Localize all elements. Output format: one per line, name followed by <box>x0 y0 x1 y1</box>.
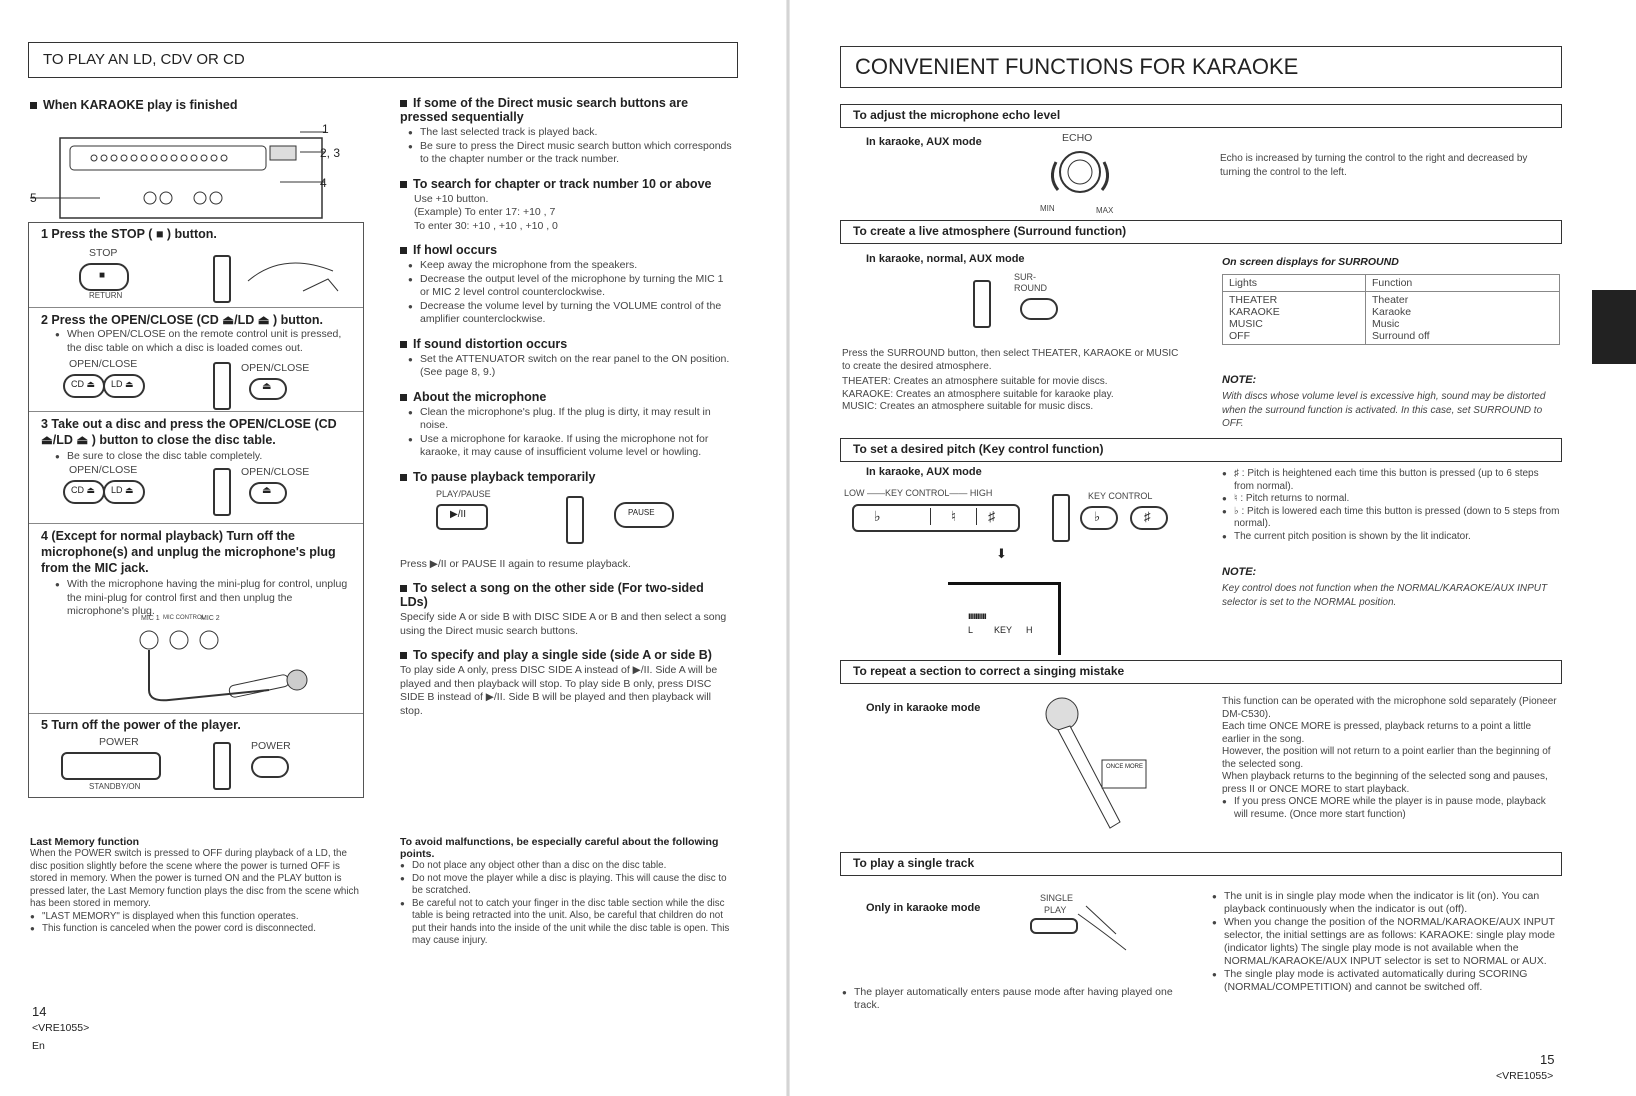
echo-max-label: MAX <box>1096 206 1114 215</box>
surround-button-label: SUR-ROUND <box>1014 272 1047 293</box>
left-page-title: TO PLAY AN LD, CDV OR CD <box>43 51 245 68</box>
pause-remote-button[interactable]: PAUSE <box>614 502 674 528</box>
key-control-scale: LOW ——KEY CONTROL—— HIGH <box>844 488 993 498</box>
callout-1: 1 <box>322 122 329 136</box>
stop-button[interactable]: ■ <box>79 263 129 291</box>
right-doc-code: <VRE1055> <box>1496 1070 1554 1082</box>
callout-4: 4 <box>320 176 327 190</box>
mic-control-label: MIC CONTROL <box>163 615 205 621</box>
remote-control-icon <box>213 362 231 410</box>
play-label: PLAY <box>1044 905 1067 915</box>
cd-eject-button[interactable]: CD ⏏ <box>63 480 105 504</box>
single-side-text: To play side A only, press DISC SIDE A instead of ▶/II. Side A will be played and then playback will stop. To play side B only, press DISC SIDE B instead of ▶/II. Side B will be played and then playback will stop. <box>400 664 718 717</box>
step-3 <box>29 411 363 524</box>
microphone-jack-illustration <box>129 620 329 710</box>
once-more-label: ONCE MORE <box>1106 764 1144 770</box>
direct-search-notes: ● The last selected track is played back. ● Be sure to press the Direct music search button which corresponds to the chapter number or the track number. <box>408 126 732 167</box>
surround-table <box>1222 274 1560 345</box>
surround-note-title: NOTE: <box>1222 374 1257 386</box>
power-remote-button[interactable] <box>251 756 289 778</box>
flat-key-button[interactable]: ♭ <box>874 508 881 524</box>
ld-eject-button[interactable]: LD ⏏ <box>103 480 145 504</box>
remote-control-icon <box>1052 494 1070 542</box>
surround-mode: In karaoke, normal, AUX mode <box>866 253 1025 265</box>
step-4-notes: ● With the microphone having the mini-plug for control, unplug the mini-plug for control first and then unplug the microphone's plug. <box>55 578 355 619</box>
open-close-label: OPEN/CLOSE <box>69 464 138 476</box>
natural-key-button[interactable]: ♮ <box>930 508 977 525</box>
power-remote-label: POWER <box>251 740 291 752</box>
single-left-notes: ● The player automatically enters pause mode after having played one track. <box>842 986 1182 1012</box>
return-label: RETURN <box>89 291 123 300</box>
remote-control-icon <box>213 742 231 790</box>
open-close-remote-label: OPEN/CLOSE <box>241 466 310 478</box>
page-spine <box>786 0 790 1096</box>
howl-heading: If howl occurs <box>400 243 732 257</box>
pitch-section-bar: To set a desired pitch (Key control function) <box>840 438 1562 462</box>
bullet-square-icon <box>30 102 37 109</box>
single-notes: ● The unit is in single play mode when the indicator is lit (on). You can playback continuously when the indicator is out (off). ● When you change the position of the NORMAL/KARAOKE/AUX INPUT selector, the initial settings are as follows: KARAOKE: single play mode (indicator lights) The single play mode is not available when the NORMAL/KARAOKE/AUX INPUT selector is set to NORMAL or AUX. ● The single play mode is activated automatically during SCORING (NORMAL/COMPETITION) and cannot be switched off. <box>1212 890 1560 994</box>
step-2-title: 2 Press the OPEN/CLOSE (CD ⏏/LD ⏏ ) button. <box>41 313 323 327</box>
surround-section-bar: To create a live atmosphere (Surround function) <box>840 220 1562 244</box>
echo-label: ECHO <box>1062 132 1093 144</box>
callout-2-3: 2, 3 <box>320 146 341 160</box>
pause-text: Press ▶/II or PAUSE II again to resume playback. <box>400 557 631 570</box>
step-4 <box>29 523 363 714</box>
step-4-title: 4 (Except for normal playback) Turn off the microphone(s) and unplug the microphone's plug from the MIC jack. <box>41 529 336 575</box>
direct-search-heading: If some of the Direct music search buttons are pressed sequentially <box>400 96 689 124</box>
last-memory-title: Last Memory function <box>30 836 140 848</box>
sharp-remote-button[interactable]: ♯ <box>1130 506 1168 530</box>
table-header-row: Lights Function <box>1223 275 1560 292</box>
single-side-heading: To specify and play a single side (side A or side B) <box>400 648 732 662</box>
left-lang: En <box>32 1040 45 1052</box>
pitch-note-title: NOTE: <box>1222 566 1257 578</box>
search-10-lines: Use +10 button. (Example) To enter 17: +10 , 7 To enter 30: +10 , +10 , +10 , 0 <box>414 192 558 232</box>
open-close-remote-label: OPEN/CLOSE <box>241 362 310 374</box>
microphone-heading: About the microphone <box>400 390 732 404</box>
power-label: POWER <box>99 736 139 748</box>
repeat-notes: ● If you press ONCE MORE while the player is in pause mode, playback will resume. (Once more start function) <box>1222 796 1560 821</box>
echo-mode: In karaoke, AUX mode <box>866 136 982 148</box>
remote-control-icon <box>973 280 991 328</box>
other-side-text: Specify side A or side B with DISC SIDE A or B and then select a song using the Direct music search buttons. <box>400 611 727 637</box>
single-section-bar: To play a single track <box>840 852 1562 876</box>
step-5-title: 5 Turn off the power of the player. <box>41 718 241 732</box>
howl-notes: ● Keep away the microphone from the speakers. ● Decrease the output level of the microphone by turning the MIC 1 or MIC 2 level control counterclockwise. ● Decrease the volume level by turning the VOLUME control of the amplifier counterclockwise. <box>408 259 732 327</box>
step-3-title: 3 Take out a disc and press the OPEN/CLOSE (CD ⏏/LD ⏏ ) button to close the disc table. <box>41 417 337 447</box>
repeat-mode: Only in karaoke mode <box>866 702 981 714</box>
left-page-number: 14 <box>32 1004 47 1019</box>
callout-5: 5 <box>30 191 37 205</box>
single-mode: Only in karaoke mode <box>866 902 981 914</box>
echo-text: Echo is increased by turning the control to the right and decreased by turning the control to the left. <box>1220 153 1528 178</box>
play-pause-label: PLAY/PAUSE <box>436 488 491 499</box>
left-header-box <box>28 42 738 78</box>
left-col2 <box>400 96 732 718</box>
remote-control-icon <box>566 496 584 544</box>
steps-box <box>28 222 364 798</box>
power-button[interactable] <box>61 752 161 780</box>
last-memory-body: When the POWER switch is pressed to OFF during playback of a LD, the disc position slightly before the scene where the power is turned OFF is stored in memory. When the power is turned ON and the PLAY button is pressed later, the Last Memory function plays the disc from the scene which has been stored in memory. <box>30 848 359 909</box>
open-close-label: OPEN/CLOSE <box>69 358 138 370</box>
mic2-label: MIC 2 <box>201 615 220 622</box>
search-10-heading: To search for chapter or track number 10 or above <box>400 177 732 191</box>
left-doc-code: <VRE1055> <box>32 1022 90 1034</box>
play-pause-button[interactable]: ▶/II <box>436 504 488 530</box>
echo-knob-icon[interactable] <box>1040 146 1120 202</box>
karaoke-finished-heading: When KARAOKE play is finished <box>30 98 237 112</box>
player-front-panel-illustration <box>30 122 360 222</box>
surround-button[interactable] <box>1020 298 1058 320</box>
key-indicator-low: L <box>968 625 974 635</box>
step-1-title: 1 Press the STOP ( ■ ) button. <box>41 227 217 241</box>
right-header-box <box>840 46 1562 88</box>
open-close-remote-button[interactable]: ⏏ <box>249 482 287 504</box>
avoid-title: To avoid malfunctions, be especially careful about the following points. <box>400 836 719 860</box>
step-3-notes: ● Be sure to close the disc table completely. <box>55 450 355 464</box>
open-close-remote-button[interactable]: ⏏ <box>249 378 287 400</box>
remote-control-icon <box>213 468 231 516</box>
down-arrow-icon: ⬇ <box>996 546 1007 561</box>
avoid-notes: ● Do not place any object other than a disc on the disc table. ● Do not move the player while a disc is playing. This will cause the disc to be scratched. ● Be careful not to catch your finger in the disc table section while the disc table is being retracted into the unit. Also, be careful that children do not put their hands into the inside of the unit while the disc table is open. This may cause injury. <box>400 860 730 948</box>
step-1 <box>29 223 363 307</box>
remote-control-icon <box>213 255 231 303</box>
key-control-panel <box>852 504 1020 532</box>
key-indicator-key: KEY <box>994 625 1013 635</box>
avoid-malfunctions-section <box>400 836 730 948</box>
step-5 <box>29 713 363 798</box>
microphone-notes: ● Clean the microphone's plug. If the plug is dirty, it may result in noise. ● Use a microphone for karaoke. If using the microphone not for karaoke, it may cause of insufficient volume level or howling. <box>408 406 732 460</box>
section-tab-marker <box>1592 290 1636 364</box>
echo-min-label: MIN <box>1040 204 1055 213</box>
hand-pressing-icon <box>243 251 343 301</box>
sharp-key-button[interactable]: ♯ <box>988 508 995 524</box>
cd-eject-button[interactable]: CD ⏏ <box>63 374 105 398</box>
right-page-number: 15 <box>1540 1052 1555 1067</box>
other-side-heading: To select a song on the other side (For two-sided LDs) <box>400 581 704 609</box>
pause-heading: To pause playback temporarily <box>400 470 732 484</box>
surround-note: With discs whose volume level is excessive high, sound may be distorted when the surround function is activated. In this case, set SURROUND to OFF. <box>1222 391 1546 429</box>
ld-eject-button[interactable]: LD ⏏ <box>103 374 145 398</box>
distortion-notes: ● Set the ATTENUATOR switch on the rear panel to the ON position. (See page 8, 9.) <box>408 353 732 380</box>
table-row: THEATER KARAOKE MUSIC OFF Theater Karaoke Music Surround off <box>1223 292 1560 345</box>
pitch-notes: ● ♯ : Pitch is heightened each time this button is pressed (up to 6 steps from normal). ● ♮ : Pitch returns to normal. ● ♭ : Pitch is lowered each time this button is pressed (down to 5 steps from normal). ● The current pitch position is shown by the lit indicator. <box>1222 468 1560 543</box>
pitch-note: Key control does not function when the NORMAL/KARAOKE/AUX INPUT selector is set to the NORMAL position. <box>1222 583 1548 608</box>
pitch-mode: In karaoke, AUX mode <box>866 466 982 478</box>
echo-section-bar: To adjust the microphone echo level <box>840 104 1562 128</box>
right-page-title: CONVENIENT FUNCTIONS FOR KARAOKE <box>855 54 1299 79</box>
step-2 <box>29 307 363 412</box>
last-memory-notes: ● "LAST MEMORY" is displayed when this function operates. ● This function is canceled when the power cord is disconnected. <box>30 911 360 936</box>
surround-table-title: On screen displays for SURROUND <box>1222 256 1399 268</box>
last-memory-section <box>30 836 360 936</box>
stop-label: STOP <box>89 247 118 259</box>
key-control-remote-label: KEY CONTROL <box>1088 491 1153 501</box>
pause-illustration <box>400 484 732 558</box>
key-indicator-high: H <box>1026 625 1033 635</box>
key-indicator-display <box>948 582 1061 655</box>
step-2-notes: ● When OPEN/CLOSE on the remote control unit is pressed, the disc table on which a disc is loaded comes out. <box>55 328 355 355</box>
flat-remote-button[interactable]: ♭ <box>1080 506 1118 530</box>
surround-defs: THEATER: Creates an atmosphere suitable for movie discs. KARAOKE: Creates an atmosphere suitable for karaoke play. MUSIC: Creates an atmosphere suitable for music discs. <box>842 376 1114 412</box>
repeat-section-bar: To repeat a section to correct a singing mistake <box>840 660 1562 684</box>
hand-pressing-icon <box>1076 904 1136 954</box>
standby-on-label: STANDBY/ON <box>89 782 141 791</box>
single-label: SINGLE <box>1040 893 1074 903</box>
repeat-text: This function can be operated with the microphone sold separately (Pioneer DM-C530). Each time ONCE MORE is pressed, playback returns to a point a little earlier in the song. However, the position will not return to a point earlier than the beginning of the selected song. When playback returns to the beginning of the selected song and pauses, press II or ONCE MORE to start playback. ● If you press ONCE MORE while the player is in pause mode, playback will resume. (Once more start function) <box>1222 696 1560 821</box>
surround-text: Press the SURROUND button, then select THEATER, KARAOKE or MUSIC to create the desired atmosphere. <box>842 348 1179 372</box>
key-indicator-bars: ıııııııııı <box>968 611 986 622</box>
distortion-heading: If sound distortion occurs <box>400 337 732 351</box>
mic1-label: MIC 1 <box>141 615 160 622</box>
single-play-button[interactable] <box>1030 918 1078 934</box>
